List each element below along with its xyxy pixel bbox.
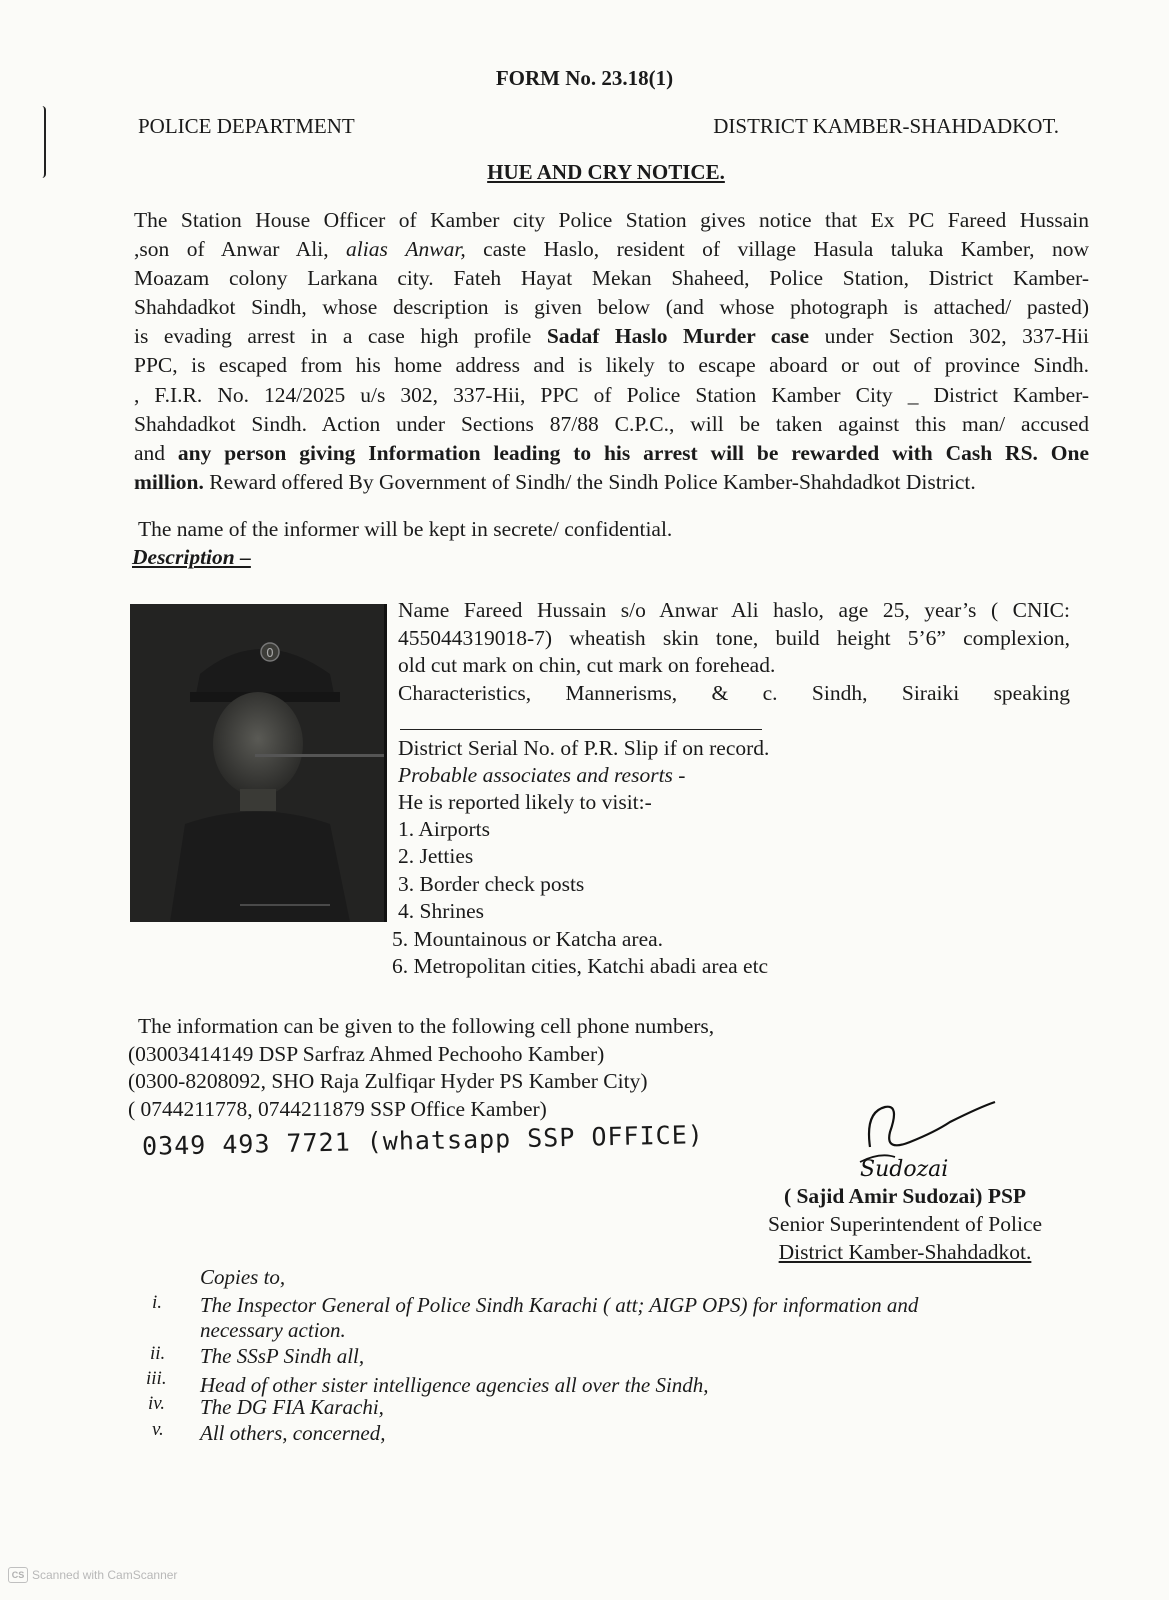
description-line: Characteristics, Mannerisms, & c. Sindh, Siraiki speaking (398, 680, 1070, 705)
notice-line: ,son of Anwar Ali, alias Anwar, caste Haslo, resident of village Hasula taluka Kamber, now (134, 237, 1090, 262)
department-label: POLICE DEPARTMENT (138, 114, 355, 138)
contact-line: (03003414149 DSP Sarfraz Ahmed Pechooho Kamber) (128, 1041, 605, 1066)
signatory-name: ( Sajid Amir Sudozai) PSP (783, 1184, 1027, 1208)
copy-recipient: The SSsP Sindh all, (200, 1344, 365, 1368)
suspect-photo (130, 604, 387, 922)
copy-recipient: All others, concerned, (200, 1421, 386, 1445)
informer-confidential-note: The name of the informer will be kept in secrete/ confidential. (138, 517, 673, 541)
notice-line: , F.I.R. No. 124/2025 u/s 302, 337-Hii, PPC of Police Station Kamber City _ District Kamber- (134, 382, 1089, 407)
notice-paragraph (134, 206, 1089, 497)
watermark-text: Scanned with CamScanner (32, 1568, 178, 1582)
copy-number: v. (152, 1419, 164, 1440)
copy-number: ii. (150, 1343, 166, 1364)
visit-place-item: 6. Metropolitan cities, Katchi abadi area etc (392, 954, 769, 978)
notice-line: Shahdadkot Sindh, whose description is given below (and whose photograph is attached/ pasted) (134, 295, 1089, 320)
district-serial-line: District Serial No. of P.R. Slip if on record. (398, 736, 770, 760)
signatory-district: District Kamber-Shahdadkot. (778, 1240, 1032, 1264)
contact-numbers (128, 1013, 714, 1123)
copy-recipient: The DG FIA Karachi, (200, 1395, 384, 1419)
contact-intro: The information can be given to the following cell phone numbers, (138, 1014, 715, 1038)
signature-image (840, 1092, 1010, 1182)
visit-place-item: 5. Mountainous or Katcha area. (392, 927, 664, 951)
notice-line: PPC, is escaped from his home address and is likely to escape aboard or out of province Sindh. (134, 353, 1089, 378)
notice-line: Shahdadkot Sindh. Action under Sections 87/88 C.P.C., will be taken against this man/ accused (134, 411, 1089, 436)
visit-place-item: 2. Jetties (398, 844, 474, 868)
copy-number: iii. (146, 1368, 167, 1389)
signature-text: Sudozai (860, 1157, 949, 1182)
notice-line: million. Reward offered By Government of Sindh/ the Sindh Police Kamber-Shahdadkot District. (134, 469, 976, 494)
form-number: FORM No. 23.18(1) (495, 66, 674, 90)
visit-intro-line: He is reported likely to visit:- (398, 790, 652, 814)
signatory-designation: Senior Superintendent of Police (767, 1212, 1043, 1236)
copy-recipient: The Inspector General of Police Sindh Karachi ( att; AIGP OPS) for information and (200, 1293, 919, 1317)
notice-title: HUE AND CRY NOTICE. (487, 160, 725, 184)
contact-line: (0300-8208092, SHO Raja Zulfiqar Hyder PS Kamber City) (128, 1069, 648, 1093)
description-line: 455044319018-7) wheatish skin tone, build height 5’6” complexion, (398, 625, 1070, 650)
notice-line: Moazam colony Larkana city. Fateh Hayat Mekan Shaheed, Police Station, District Kamber- (134, 266, 1089, 291)
blank-fill-line (400, 729, 762, 730)
copy-number: i. (152, 1292, 163, 1313)
signatory-block (740, 1182, 1070, 1266)
svg-text:0: 0 (266, 646, 274, 660)
camscanner-logo-icon: CS (8, 1567, 28, 1583)
handwritten-whatsapp-number: 0349 493 7721 (whatsapp SSP OFFICE) (141, 1120, 705, 1161)
notice-line: The Station House Officer of Kamber city Police Station gives notice that Ex PC Fareed Hussain (134, 208, 1089, 232)
description-line: old cut mark on chin, cut mark on forehead. (398, 653, 776, 678)
suspect-photo-image (130, 604, 384, 922)
description-details (398, 597, 1070, 707)
copy-recipient: Head of other sister intelligence agencies all over the Sindh, (200, 1373, 709, 1397)
notice-line: and any person giving Information leading to his arrest will be rewarded with Cash RS. One (134, 440, 1089, 465)
contact-line: ( 0744211778, 0744211879 SSP Office Kamber) (128, 1096, 547, 1121)
visit-place-item: 3. Border check posts (398, 872, 585, 896)
copies-heading: Copies to, (200, 1265, 286, 1289)
probable-associates-line: Probable associates and resorts - (398, 763, 686, 787)
scanner-watermark (8, 1567, 177, 1583)
district-label: DISTRICT KAMBER-SHAHDADKOT. (713, 114, 1059, 138)
notice-line: is evading arrest in a case high profile Sadaf Haslo Murder case under Section 302, 337-Hii (134, 324, 1089, 349)
visit-place-item: 1. Airports (398, 817, 490, 841)
visit-place-item: 4. Shrines (398, 899, 484, 923)
description-line: Name Fareed Hussain s/o Anwar Ali haslo, age 25, year’s ( CNIC: (398, 598, 1070, 622)
officer-signature (840, 1092, 1010, 1182)
copy-recipient: necessary action. (200, 1318, 346, 1342)
copy-number: iv. (148, 1393, 166, 1414)
description-heading: Description – (132, 545, 251, 569)
